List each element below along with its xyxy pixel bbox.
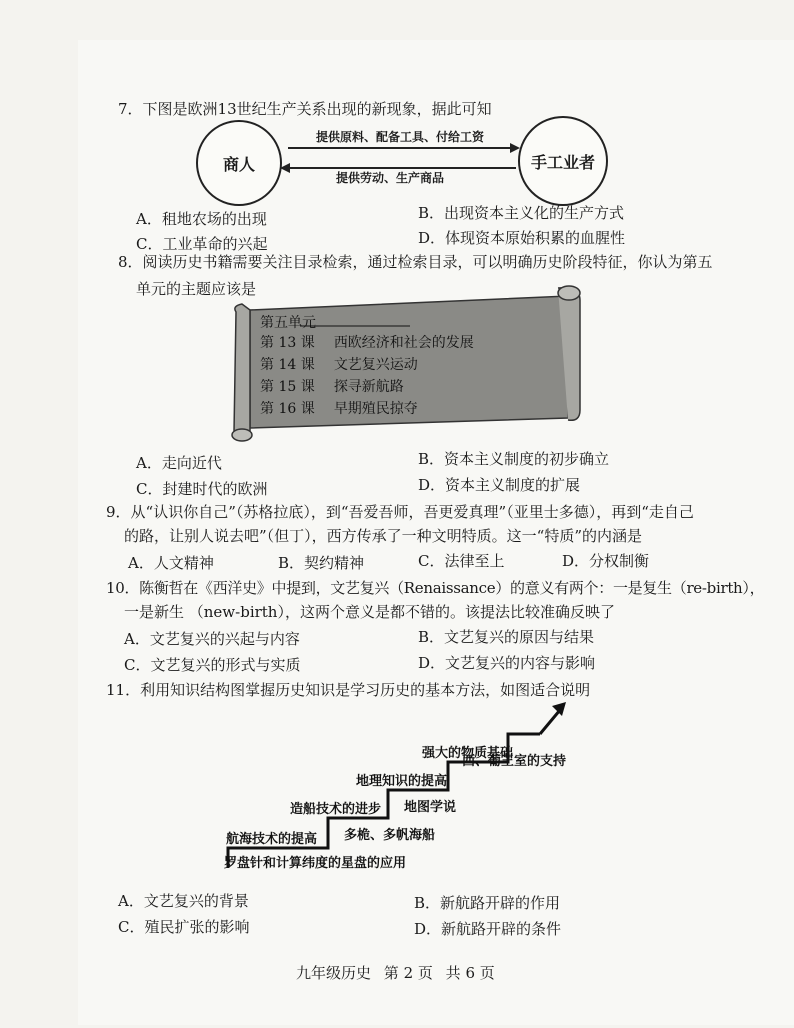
q11-staircase-diagram [100, 700, 640, 880]
q11-option-b[interactable]: B．新航路开辟的作用 [414, 894, 561, 912]
q8-option-a[interactable]: A．走向近代 [136, 454, 222, 472]
scroll-unit-title: 第五单元 [260, 315, 316, 331]
q10-stem-line2: 一是新生 （new-birth），这两个意义是都不错的。该提法比较准确反映了 [124, 603, 615, 621]
q9-option-a[interactable]: A．人文精神 [128, 554, 214, 572]
q8-stem-line1: 8．阅读历史书籍需要关注目录检索，通过检索目录，可以明确历史阶段特征，你认为第五 [118, 253, 713, 271]
q10-option-b[interactable]: B．文艺复兴的原因与结果 [418, 628, 595, 646]
merchant-node: 商人 [196, 120, 282, 206]
q7-option-b[interactable]: B．出现资本主义化的生产方式 [418, 204, 625, 222]
q8-option-c[interactable]: C．封建时代的欧洲 [136, 480, 268, 498]
scroll-lesson-14 [260, 354, 418, 374]
q8-scroll [228, 282, 588, 442]
scroll-lesson-15 [260, 376, 404, 396]
lesson-title: 探寻新航路 [333, 379, 404, 395]
q11-option-d[interactable]: D．新航路开辟的条件 [414, 920, 562, 938]
step-multi-mast-ships: 多桅、多帆海船 [344, 828, 436, 843]
lesson-number: 第 16 课 [260, 401, 315, 417]
q10-option-a[interactable]: A．文艺复兴的兴起与内容 [124, 630, 300, 648]
q11-option-a[interactable]: A．文艺复兴的背景 [118, 892, 249, 910]
footer-page: 第 2 页 [383, 964, 433, 982]
lesson-number: 第 15 课 [260, 379, 315, 395]
q9-option-d[interactable]: D．分权制衡 [562, 552, 650, 570]
lesson-number: 第 13 课 [260, 335, 315, 351]
footer-subject: 九年级历史 [296, 964, 372, 982]
bleed-through-right [640, 95, 794, 995]
page-footer [296, 962, 495, 983]
q8-option-d[interactable]: D．资本主义制度的扩展 [418, 476, 581, 494]
q7-option-a[interactable]: A．租地农场的出现 [136, 210, 267, 228]
q7-top-arrow-label: 提供原料、配备工具、付给工资 [316, 130, 485, 144]
q7-diagram [190, 116, 610, 206]
scroll-lesson-16 [260, 398, 418, 418]
craftsman-node: 手工业者 [518, 116, 608, 206]
q7-option-c[interactable]: C．工业革命的兴起 [136, 235, 268, 253]
step-material-base: 强大的物质基础 [422, 746, 514, 761]
q7-stem: 7．下图是欧洲13世纪生产关系出现的新现象，据此可知 [118, 100, 492, 118]
q9-stem-line1: 9．从“认识你自己”（苏格拉底），到“吾爱吾师，吾更爱真理”（亚里士多德），再到“走自己 [106, 503, 694, 521]
q7-option-d[interactable]: D．体现资本原始积累的血腥性 [418, 229, 626, 247]
step-royal-support: 西、葡王室的支持 [462, 754, 567, 769]
step-shipbuilding: 造船技术的进步 [290, 802, 382, 817]
lesson-title: 文艺复兴运动 [333, 357, 418, 373]
q8-stem-line2: 单元的主题应该是 [136, 280, 257, 298]
step-geography: 地理知识的提高 [356, 774, 448, 789]
footer-total: 共 6 页 [445, 964, 495, 982]
lesson-title: 早期殖民掠夺 [333, 401, 418, 417]
scroll-lesson-13 [260, 332, 474, 352]
q11-option-c[interactable]: C．殖民扩张的影响 [118, 918, 250, 936]
step-cartography: 地图学说 [404, 800, 457, 815]
q10-option-c[interactable]: C．文艺复兴的形式与实质 [124, 656, 301, 674]
lesson-title: 西欧经济和社会的发展 [333, 335, 474, 351]
q8-option-b[interactable]: B．资本主义制度的初步确立 [418, 450, 610, 468]
q9-stem-line2: 的路，让别人说去吧”（但丁），西方传承了一种文明特质。这一“特质”的内涵是 [124, 527, 643, 545]
q7-bottom-arrow-label: 提供劳动、生产商品 [336, 171, 445, 185]
lesson-number: 第 14 课 [260, 357, 315, 373]
q11-stem: 11．利用知识结构图掌握历史知识是学习历史的基本方法，如图适合说明 [106, 681, 591, 699]
q10-stem-line1: 10．陈衡哲在《西洋史》中提到，文艺复兴（Renaissance）的意义有两个：一是复生（re-birth）， [106, 579, 765, 597]
q9-option-b[interactable]: B．契约精神 [278, 554, 365, 572]
q9-option-c[interactable]: C．法律至上 [418, 552, 505, 570]
step-navigation-tech: 航海技术的提高 [226, 832, 318, 847]
step-compass-astrolabe: 罗盘针和计算纬度的星盘的应用 [224, 856, 407, 871]
q10-option-d[interactable]: D．文艺复兴的内容与影响 [418, 654, 596, 672]
